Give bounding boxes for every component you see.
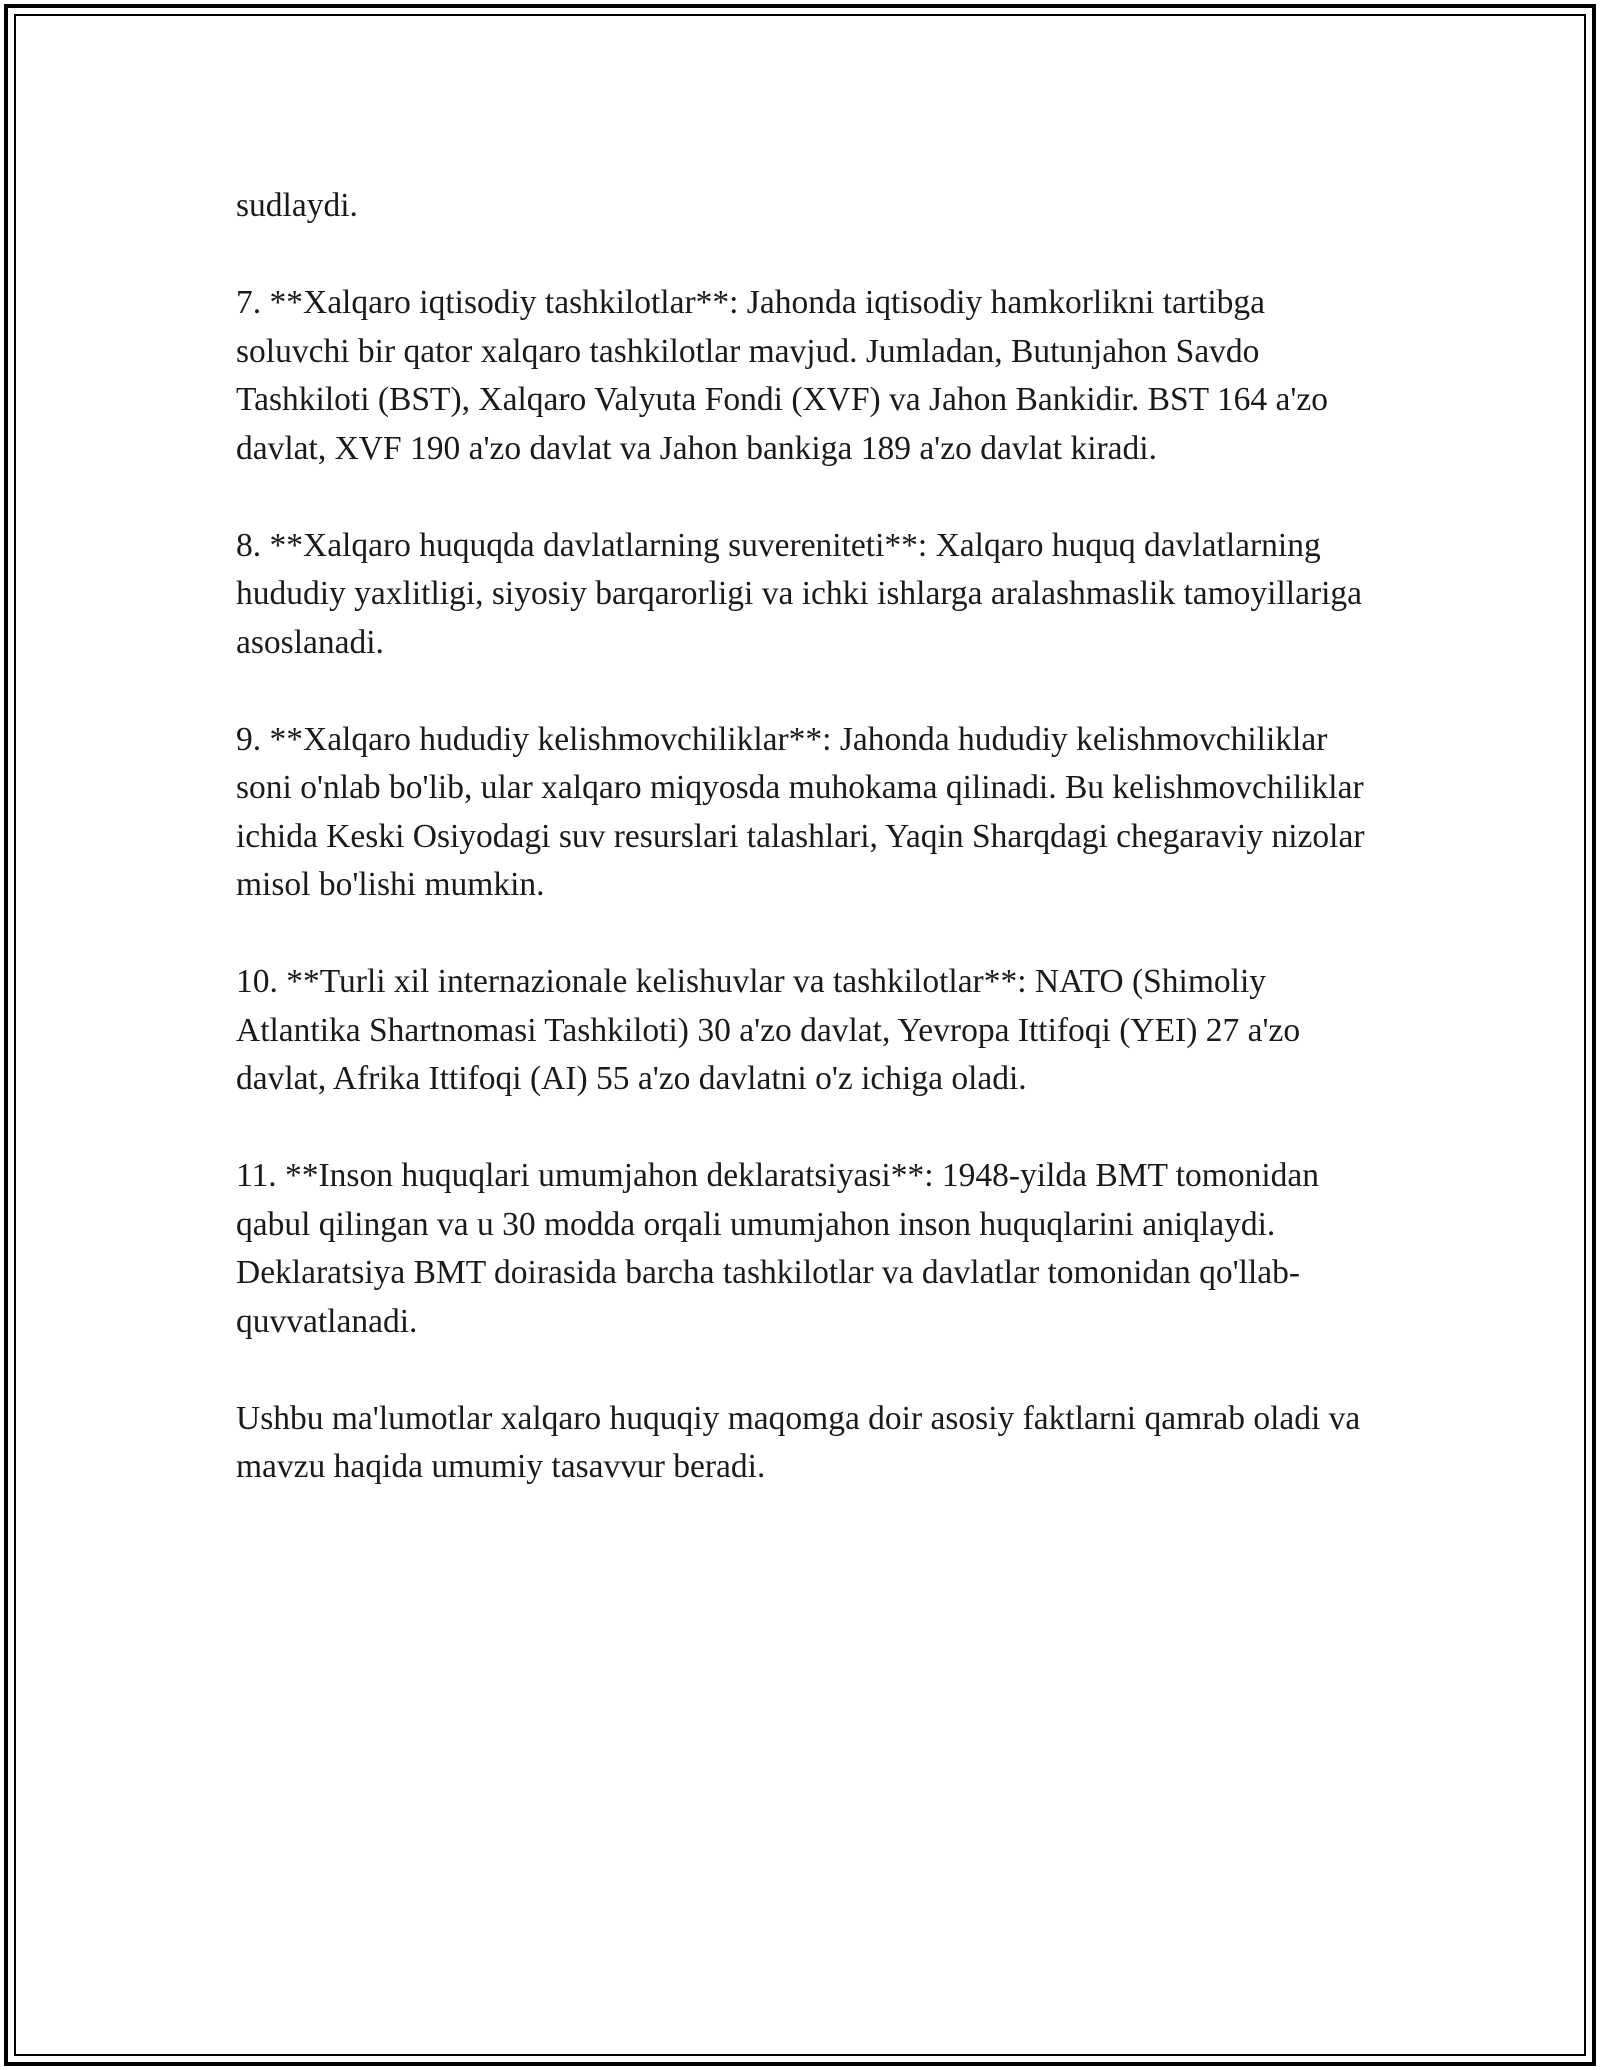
paragraph-item-11: 11. **Inson huquqlari umumjahon deklaratsiyasi**: 1948-yilda BMT tomonidan qabul qilingan va u 30 modda orqali umumjahon inson huquqlarini aniqlaydi. Deklaratsiya BMT doirasida barcha tashkilotlar va davlatlar tomonidan qo'llab-quvvatlanadi. xyxy=(236,1157,1320,1340)
paragraph-conclusion: Ushbu ma'lumotlar xalqaro huquqiy maqomga doir asosiy faktlarni qamrab oladi va mavzu haqida umumiy tasavvur beradi. xyxy=(236,1399,1361,1485)
paragraph-item-8: 8. **Xalqaro huquqda davlatlarning suvereniteti**: Xalqaro huquq davlatlarning hududiy yaxlitligi, siyosiy barqarorligi va ichki ishlarga aralashmaslik tamoyillariga asoslanadi. xyxy=(236,526,1363,661)
paragraph-item-7: 7. **Xalqaro iqtisodiy tashkilotlar**: Jahonda iqtisodiy hamkorlikni tartibga soluvchi bir qator xalqaro tashkilotlar mavjud. Jumladan, Butunjahon Savdo Tashkiloti (BST), Xalqaro Valyuta Fondi (XVF) va Jahon Bankidir. BST 164 a'zo davlat, XVF 190 a'zo davlat va Jahon bankiga 189 a'zo davlat kiradi. xyxy=(236,284,1329,467)
paragraph-continuation: sudlaydi. xyxy=(236,187,358,224)
paragraph-item-10: 10. **Turli xil internazionale kelishuvlar va tashkilotlar**: NATO (Shimoliy Atlantika Shartnomasi Tashkiloti) 30 a'zo davlat, Yevropa Ittifoqi (YEI) 27 a'zo davlat, Afrika Ittifoqi (AI) 55 a'zo davlatni o'z ichiga oladi. xyxy=(236,963,1301,1097)
document-body xyxy=(236,182,1366,1540)
paragraph-item-9: 9. **Xalqaro hududiy kelishmovchiliklar**: Jahonda hududiy kelishmovchiliklar soni o'nlab bo'lib, ular xalqaro miqyosda muhokama qilinadi. Bu kelishmovchiliklar ichida Keski Osiyodagi suv resurslari talashlari, Yaqin Sharqdagi chegaraviy nizolar misol bo'lishi mumkin. xyxy=(236,720,1365,903)
